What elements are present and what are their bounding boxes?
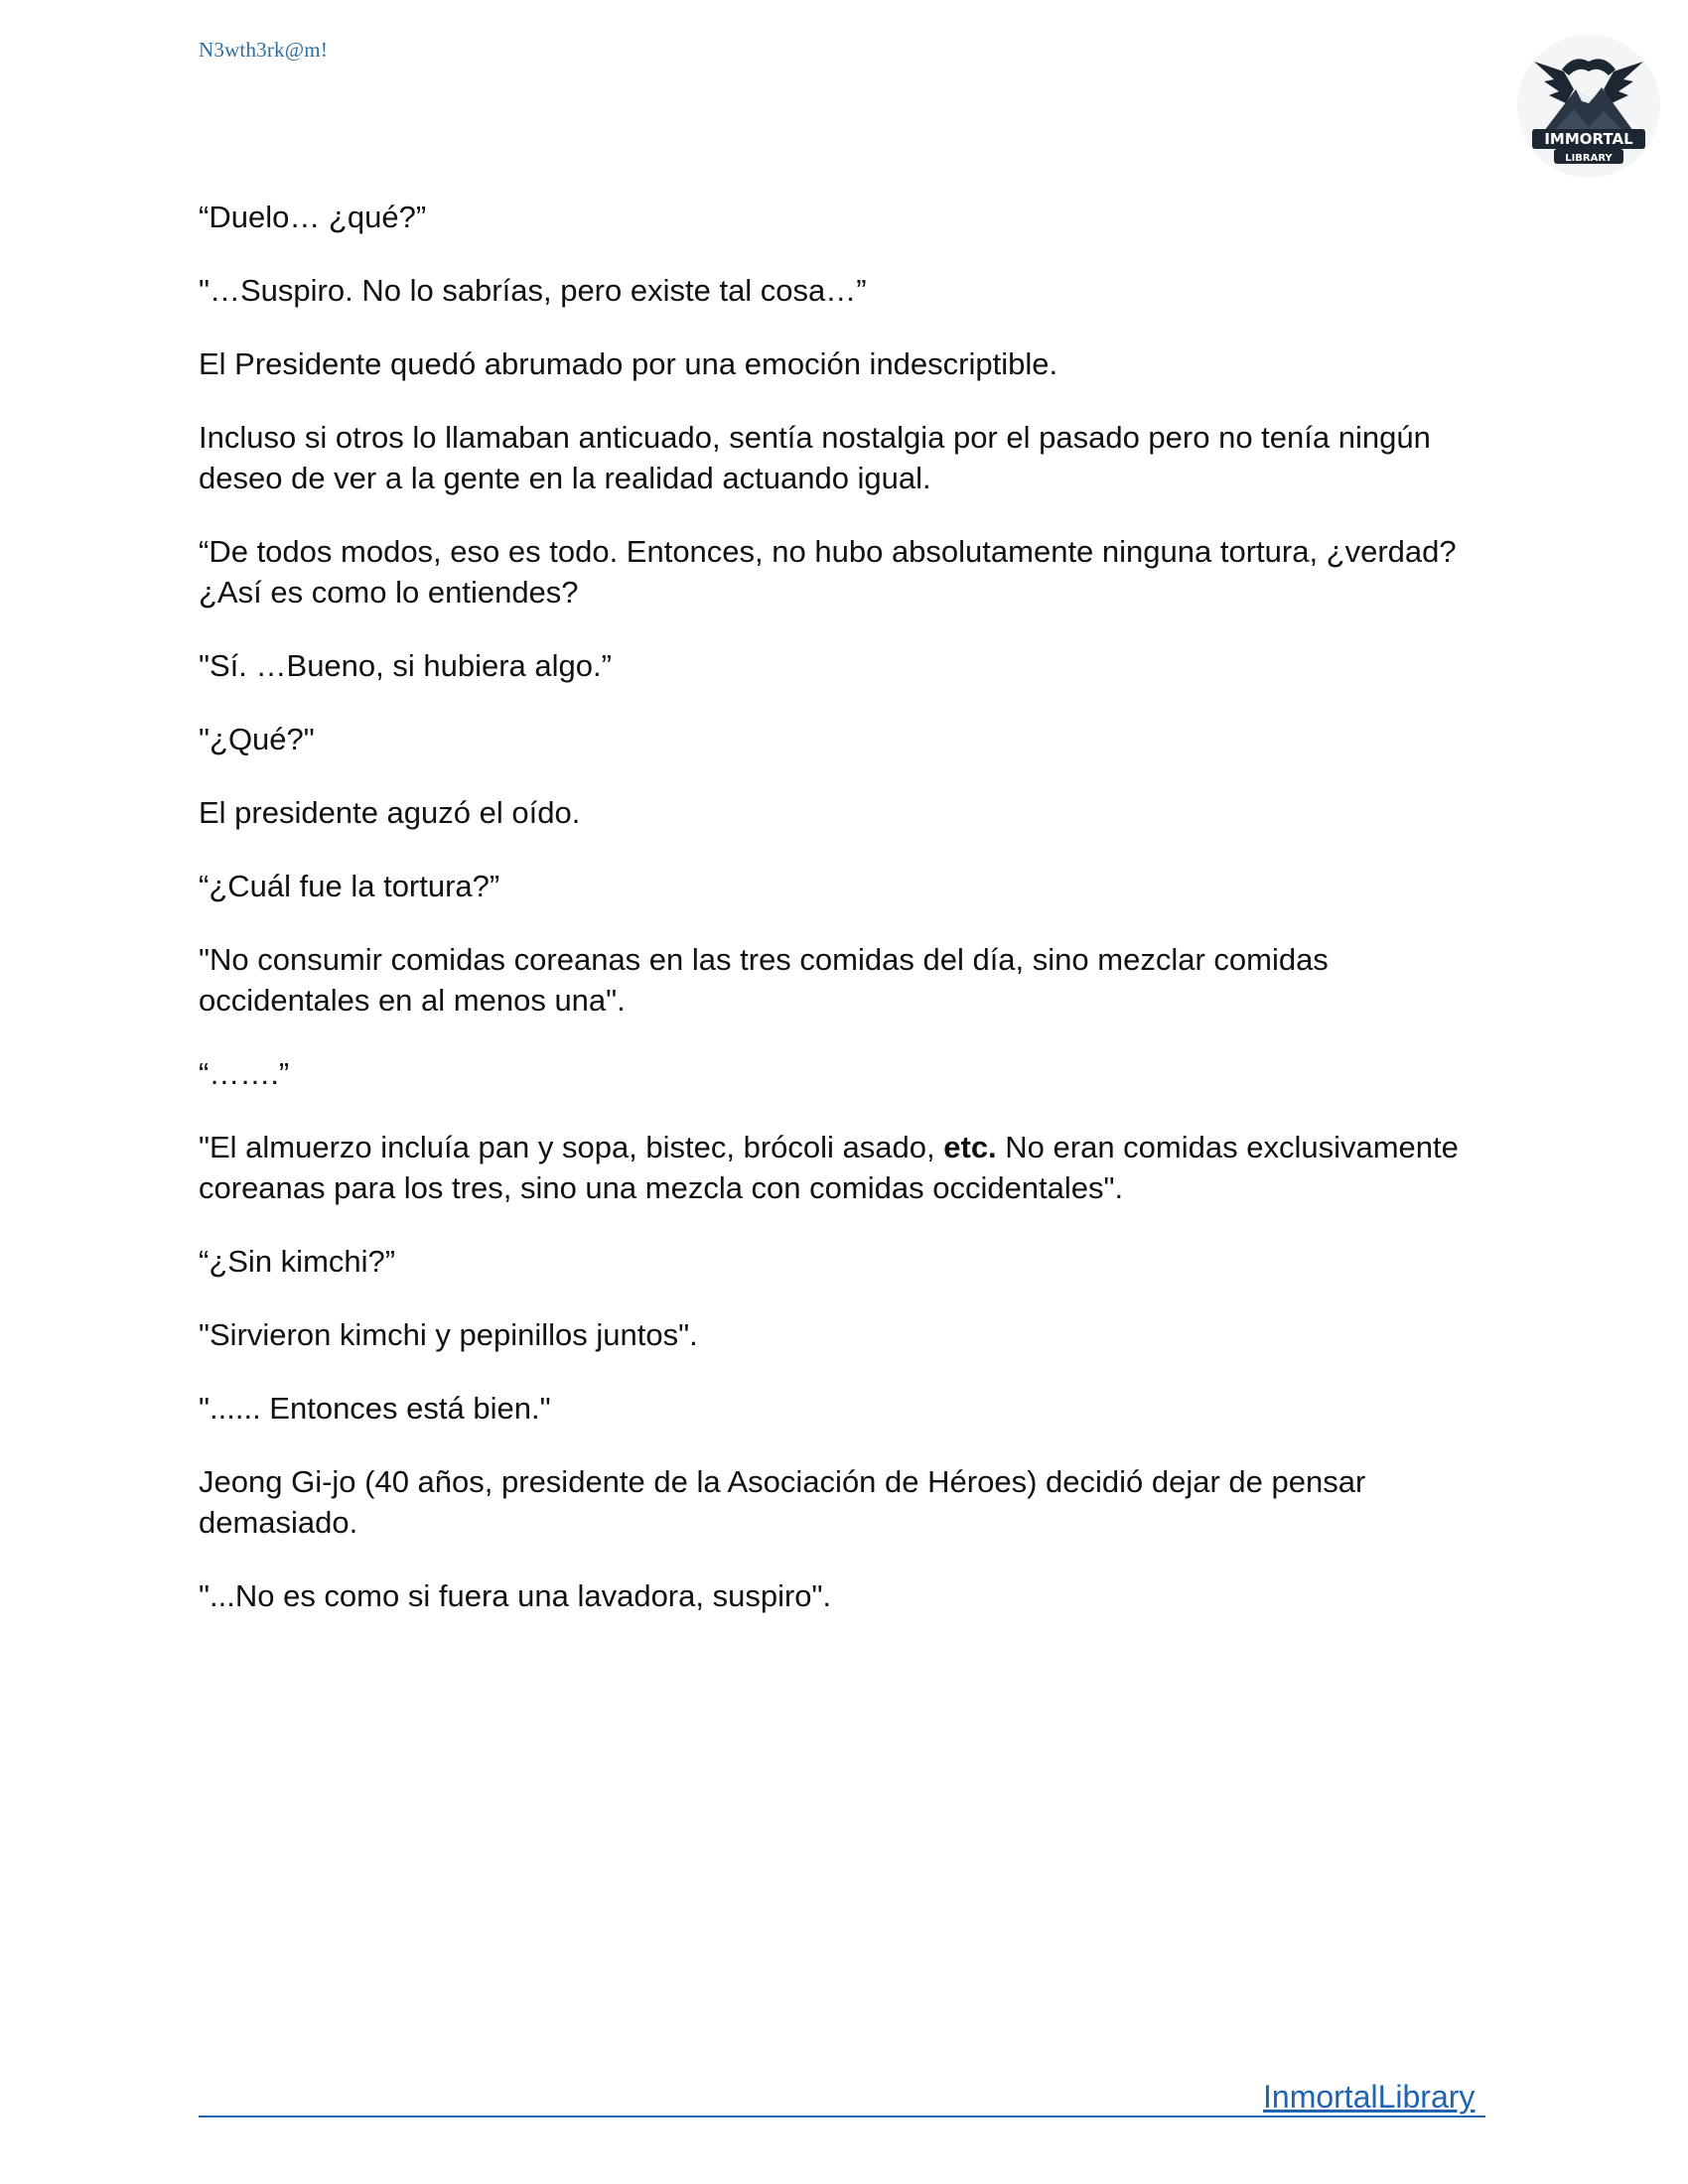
document-body xyxy=(199,197,1479,1649)
dragon-crest-icon xyxy=(1514,32,1663,181)
footer-divider xyxy=(199,2116,1485,2117)
paragraph: "...... Entonces está bien." xyxy=(199,1391,551,1426)
paragraph: "…Suspiro. No lo sabrías, pero existe tal cosa…” xyxy=(199,273,867,308)
paragraph: El Presidente quedó abrumado por una emoción indescriptible. xyxy=(199,346,1058,381)
footer-library-link[interactable]: InmortalLibrary xyxy=(1263,2079,1476,2115)
paragraph-bold-text: etc. xyxy=(943,1130,997,1164)
paragraph: "¿Qué?" xyxy=(199,722,315,756)
paragraph-text: No eran comidas exclusivamente coreanas para los tres, sino una mezcla con comidas occidentales". xyxy=(199,1130,1459,1205)
paragraph: El presidente aguzó el oído. xyxy=(199,795,581,830)
paragraph: "No consumir comidas coreanas en las tres comidas del día, sino mezclar comidas occidentales en al menos una". xyxy=(199,942,1329,1018)
paragraph: “De todos modos, eso es todo. Entonces, no hubo absolutamente ninguna tortura, ¿verdad? ¿Así es como lo entiendes? xyxy=(199,534,1457,610)
paragraph: Incluso si otros lo llamaban anticuado, sentía nostalgia por el pasado pero no tenía ningún deseo de ver a la gente en la realidad actuando igual. xyxy=(199,420,1431,495)
paragraph: Jeong Gi-jo (40 años, presidente de la Asociación de Héroes) decidió dejar de pensar demasiado. xyxy=(199,1464,1366,1540)
header-watermark: N3wth3rk@m! xyxy=(199,38,329,62)
paragraph: “¿Sin kimchi?” xyxy=(199,1244,396,1279)
paragraph: “Duelo… ¿qué?” xyxy=(199,200,427,234)
svg-text:LIBRARY: LIBRARY xyxy=(1565,153,1613,164)
paragraph: "Sirvieron kimchi y pepinillos juntos". xyxy=(199,1317,698,1352)
paragraph: “¿Cuál fue la tortura?” xyxy=(199,869,500,903)
paragraph: "...No es como si fuera una lavadora, suspiro". xyxy=(199,1578,832,1613)
paragraph-text: "El almuerzo incluía pan y sopa, bistec, brócoli asado, xyxy=(199,1130,944,1164)
paragraph: "Sí. …Bueno, si hubiera algo.” xyxy=(199,648,612,683)
svg-text:IMMORTAL: IMMORTAL xyxy=(1544,130,1633,148)
immortal-library-logo xyxy=(1514,32,1663,181)
paragraph-mixed xyxy=(199,1127,1479,1208)
paragraph: “…….” xyxy=(199,1056,290,1091)
